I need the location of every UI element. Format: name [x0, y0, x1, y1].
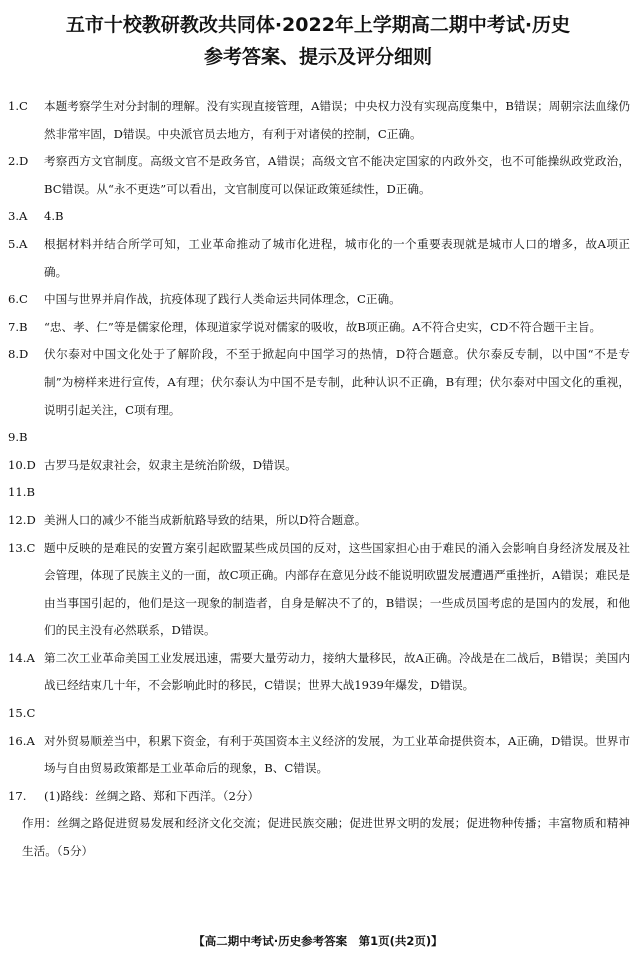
answer-number: 7.B	[8, 319, 28, 334]
answer-explanation: (1)路线：丝绸之路、郑和下西洋。（2分）	[44, 788, 260, 803]
answer-item-8	[8, 341, 630, 424]
answer-number: 13.C	[8, 540, 36, 555]
answer-item-16	[8, 728, 630, 783]
answer-explanation: 中国与世界并肩作战，抗疫体现了践行人类命运共同体理念，C正确。	[44, 292, 401, 307]
answer-item-7	[8, 314, 630, 342]
answer-explanation: 4.B	[44, 209, 64, 224]
answer-number: 5.A	[8, 236, 28, 251]
answer-explanation: 题中反映的是难民的安置方案引起欧盟某些成员国的反对，这些国家担心由于难民的涌入会影响自身经济发展及社会管理，体现了民族主义的一面，故C项正确。内部存在意见分歧不能说明欧盟发展遭遇严重挫折，A错误；难民是由当事国引起的，他们是这一现象的制造者，自身是解决不了的，B错误；一些成员国考虑的是国内的发展，和他们的民主没有必然联系，D错误。	[44, 540, 630, 638]
answer-17-effects: 作用：丝绸之路促进贸易发展和经济文化交流；促进民族交融；促进世界文明的发展；促进物种传播；丰富物质和精神生活。（5分）	[22, 816, 630, 859]
answer-number: 2.D	[8, 154, 29, 169]
answer-explanation: 本题考察学生对分封制的理解。没有实现直接管理，A错误；中央权力没有实现高度集中，B错误；周朝宗法血缘仍然非常牢固，D错误。中央派官员去地方，有利于对诸侯的控制，C正确。	[44, 99, 630, 141]
answer-number: 1.C	[8, 99, 28, 113]
answer-explanation: “忠、孝、仁”等是儒家伦理，体现道家学说对儒家的吸收，故B项正确。A不符合史实，CD不符合题干主旨。	[44, 319, 602, 334]
answer-item-13	[8, 535, 630, 645]
answer-item-2	[8, 148, 630, 203]
answer-item-3-4	[8, 203, 630, 231]
answer-explanation: 考察西方文官制度。高级文官不是政务官，A错误；高级文官不能决定国家的内政外交，也不可能操纵政党政治，BC错误。从“永不更迭”可以看出，文官制度可以保证政策延续性，D正确。	[44, 154, 630, 196]
answer-explanation	[44, 479, 630, 507]
page-footer: 【高二期中考试·历史参考答案 第1页(共2页)】	[193, 934, 443, 948]
answer-number: 11.B	[8, 485, 35, 500]
answer-number: 17.	[8, 788, 27, 803]
answer-number: 15.C	[8, 706, 36, 721]
answer-explanation	[44, 700, 630, 728]
answer-item-14	[8, 645, 630, 700]
answer-explanation: 根据材料并结合所学可知，工业革命推动了城市化进程，城市化的一个重要表现就是城市人口的增多，故A项正确。	[44, 236, 630, 279]
answer-item-12	[8, 507, 630, 535]
answer-item-9	[8, 424, 630, 452]
answer-item-1	[8, 93, 630, 148]
answer-explanation: 对外贸易顺差当中，积累下资金，有利于英国资本主义经济的发展，为工业革命提供资本，A正确，D错误。世界市场与自由贸易政策都是工业革命后的现象，B、C错误。	[44, 733, 630, 776]
answer-number: 12.D	[8, 512, 36, 527]
exam-subtitle: 参考答案、提示及评分细则	[203, 46, 432, 68]
answer-number: 9.B	[8, 430, 28, 445]
answer-explanation: 美洲人口的减少不能当成新航路导致的结果，所以D符合题意。	[44, 512, 367, 527]
answer-item-10	[8, 452, 630, 480]
answer-explanation: 伏尔泰对中国文化处于了解阶段，不至于掀起向中国学习的热情，D符合题意。伏尔泰反专制，以中国“不是专制”为榜样来进行宣传，A有理；伏尔泰认为中国不是专制，此种认识不正确，B有理；伏尔泰对中国文化的重视，说明引起关注，C项有理。	[44, 347, 630, 417]
answer-explanation	[44, 424, 630, 452]
answer-number: 3.A	[8, 209, 28, 224]
answer-item-5	[8, 231, 630, 286]
answer-number: 16.A	[8, 733, 35, 748]
answer-number: 6.C	[8, 292, 28, 307]
answer-number: 10.D	[8, 457, 36, 472]
answer-explanation: 古罗马是奴隶社会，奴隶主是统治阶级，D错误。	[44, 457, 297, 472]
answer-item-11	[8, 479, 630, 507]
answer-item-6	[8, 286, 630, 314]
answer-list	[8, 93, 630, 866]
answer-number: 8.D	[8, 347, 29, 362]
answer-number: 14.A	[8, 650, 35, 665]
answer-item-17	[8, 783, 630, 811]
exam-title: 五市十校教研教改共同体·2022年上学期高二期中考试·历史	[65, 14, 571, 36]
answer-item-15	[8, 700, 630, 728]
answer-explanation: 第二次工业革命美国工业发展迅速，需要大量劳动力，接纳大量移民，故A正确。冷战是在二战后，B错误；美国内战已经结束几十年，不会影响此时的移民，C错误；世界大战1939年爆发，D错误。	[44, 650, 630, 693]
